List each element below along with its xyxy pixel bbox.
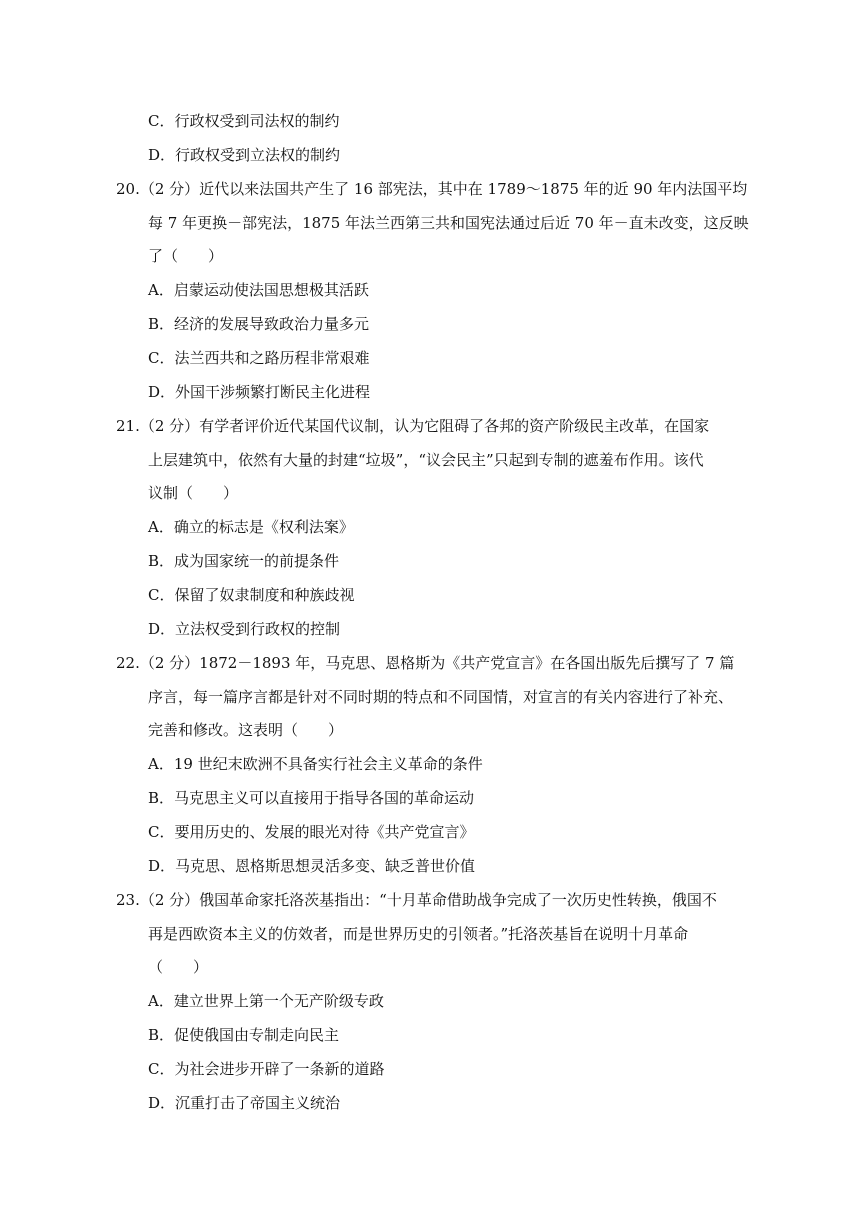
question-22-text-line-3: 完善和修改。这表明（ ）: [148, 721, 344, 739]
question-20-text-line-1: 20.（2 分）近代以来法国共产生了 16 部宪法，其中在 1789～1875 年的近 90 年内法国平均: [116, 180, 748, 198]
question-23-text-line-2: 再是西欧资本主义的仿效者，而是世界历史的引领者。”托洛茨基旨在说明十月革命: [148, 925, 689, 943]
question-22-option-b: B．马克思主义可以直接用于指导各国的革命运动: [148, 789, 475, 807]
question-20-option-b: B．经济的发展导致政治力量多元: [148, 315, 370, 333]
question-22-text-line-1: 22.（2 分）1872－1893 年，马克思、恩格斯为《共产党宣言》在各国出版先后撰写了 7 篇: [116, 654, 735, 672]
question-20-option-a: A．启蒙运动使法国思想极其活跃: [148, 281, 369, 299]
question-23-option-b: B．促使俄国由专制走向民主: [148, 1026, 340, 1044]
question-20-text-line-2: 每 7 年更换－部宪法，1875 年法兰西第三共和国宪法通过后近 70 年－直未改变，这反映: [148, 214, 749, 232]
question-22-option-a: A．19 世纪末欧洲不具备实行社会主义革命的条件: [148, 755, 483, 773]
question-21-text-line-3: 议制（ ）: [148, 484, 239, 502]
question-21-option-a: A．确立的标志是《权利法案》: [148, 518, 354, 536]
question-21-text-line-1: 21.（2 分）有学者评价近代某国代议制，认为它阻碍了各邦的资产阶级民主改革，在国家: [116, 417, 710, 435]
question-23-option-d: D．沉重打击了帝国主义统治: [148, 1094, 341, 1112]
question-21-option-d: D．立法权受到行政权的控制: [148, 620, 341, 638]
question-23-option-c: C．为社会进步开辟了一条新的道路: [148, 1060, 385, 1078]
option-c-prev: C．行政权受到司法权的制约: [148, 112, 340, 130]
question-22-text-line-2: 序言，每一篇序言都是针对不同时期的特点和不同国情，对宣言的有关内容进行了补充、: [148, 688, 734, 706]
option-d-prev: D．行政权受到立法权的制约: [148, 146, 341, 164]
question-22-option-c: C．要用历史的、发展的眼光对待《共产党宣言》: [148, 823, 475, 841]
question-23-text-line-1: 23.（2 分）俄国革命家托洛茨基指出：“十月革命借助战争完成了一次历史性转换，俄国不: [116, 891, 717, 909]
question-21-option-b: B．成为国家统一的前提条件: [148, 552, 340, 570]
question-20-option-d: D．外国干涉频繁打断民主化进程: [148, 383, 371, 401]
question-22-option-d: D．马克思、恩格斯思想灵活多变、缺乏普世价值: [148, 857, 476, 875]
question-20-option-c: C．法兰西共和之路历程非常艰难: [148, 349, 370, 367]
question-21-text-line-2: 上层建筑中，依然有大量的封建“垃圾”，“议会民主”只起到专制的遮羞布作用。该代: [148, 451, 704, 469]
question-21-option-c: C．保留了奴隶制度和种族歧视: [148, 586, 355, 604]
question-20-text-line-3: 了（ ）: [148, 247, 224, 265]
question-23-option-a: A．建立世界上第一个无产阶级专政: [148, 992, 384, 1010]
question-23-text-line-3: （ ）: [148, 958, 209, 976]
